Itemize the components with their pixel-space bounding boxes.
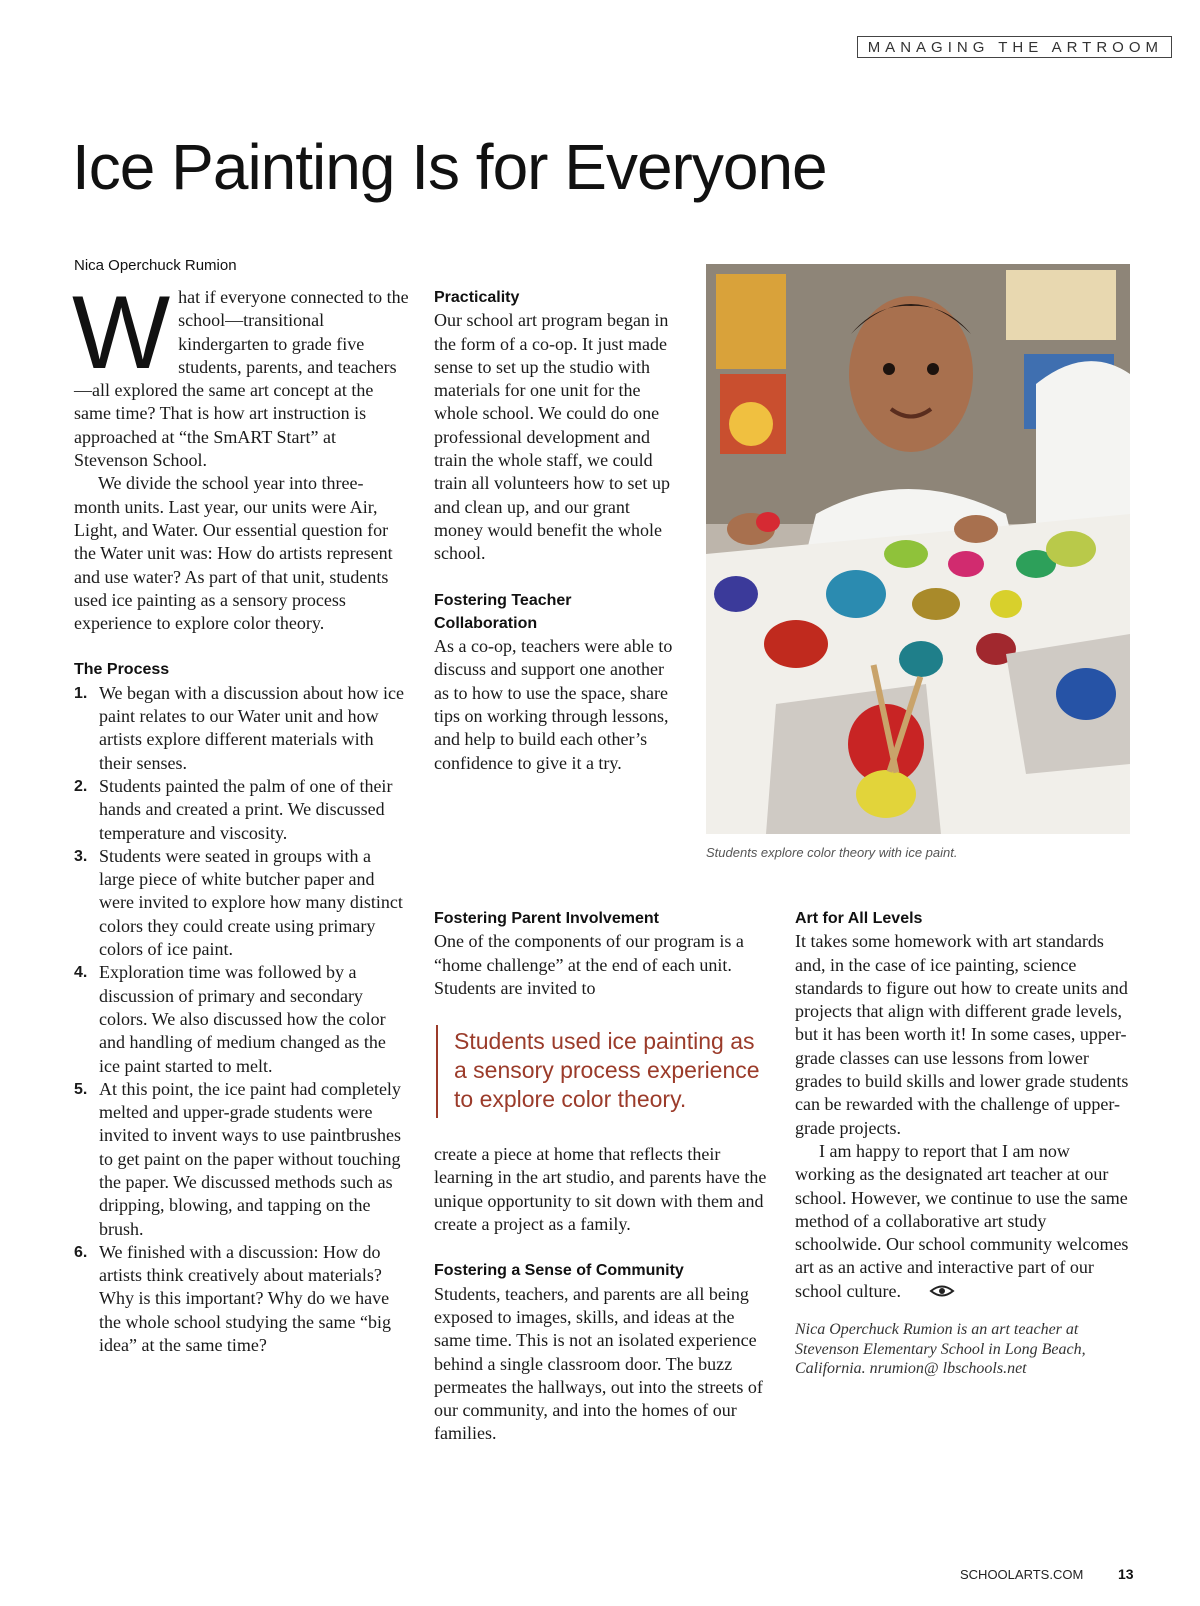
intro-paragraph <box>72 275 409 472</box>
article-title: Ice Painting Is for Everyone <box>72 131 827 203</box>
parent-text-1: One of the components of our program is a “home challenge” at the end of each unit. Students are invited to <box>434 931 744 998</box>
step-text: Students painted the palm of one of their hands and created a print. We discussed temperature and viscosity. <box>99 775 393 843</box>
classroom-photo-illustration <box>706 264 1130 834</box>
column-1 <box>72 275 409 1357</box>
parent-text-2: create a piece at home that reflects their learning in the art studio, and parents have the unique opportunity to sit down with them and create a project as a family. <box>434 1144 767 1235</box>
closing-text: I am happy to report that I am now working as the designated art teacher at our school. However, we continue to use the same method of a collaborative art study schoolwide. Our school community welcomes art as an active and interactive part of our school culture. <box>795 1140 1129 1301</box>
process-step <box>74 845 409 961</box>
process-step <box>74 1078 409 1241</box>
step-number: 1. <box>74 684 88 702</box>
step-text: At this point, the ice paint had completely melted and upper-grade students were invited to invent ways to use paintbrushes to get paint on the paper without touching the paper. We discussed methods such as dripping, blowing, and tapping on the brush. <box>99 1078 401 1239</box>
step-text: Students were seated in groups with a large piece of white butcher paper and were invited to explore how many distinct colors they could create using primary colors of ice paint. <box>99 845 403 960</box>
community-heading: Fostering a Sense of Community <box>434 1262 684 1280</box>
practicality-heading: Practicality <box>434 289 520 306</box>
pull-quote: Students used ice painting as a sensory process experience to explore color theory. <box>436 1025 769 1118</box>
photo-caption: Students explore color theory with ice paint. <box>706 845 958 860</box>
process-step <box>74 1241 409 1357</box>
footer-site: SCHOOLARTS.COM <box>960 1567 1084 1582</box>
teacher-collab-text: As a co-op, teachers were able to discuss and support one another as to how to use the space, share tips on working through lessons, and help to build each other’s confidence to give it a try. <box>434 636 673 773</box>
practicality-text: Our school art program began in the form of a co-op. It just made sense to set up the studio with materials for one unit for the whole school. We could do one professional development and train the whole staff, we could train all volunteers how to set up and clean up, and our grant money would benefit the whole school. <box>434 310 670 564</box>
step-number: 5. <box>74 1080 88 1098</box>
process-step <box>74 775 409 845</box>
byline: Nica Operchuck Rumion <box>74 257 237 274</box>
section-tag: MANAGING THE ARTROOM <box>857 36 1172 58</box>
all-levels-text: It takes some homework with art standards and, in the case of ice painting, science standards to figure out how to create units and projects that align with different grade levels, but it has been worth it! In some cases, upper-grade classes can use lessons from lower grades to build skills and lower grade students can be rewarded with the challenge of upper-grade projects. <box>795 931 1129 1138</box>
intro-paragraph-2: We divide the school year into three-month units. Last year, our units were Air, Light, and Water. Our essential question for the Water unit was: How do artists represent and use water? As part of that unit, students used ice painting as a sensory process experience to explore color theory. <box>74 473 393 634</box>
drop-cap: W <box>72 275 171 391</box>
process-steps <box>74 682 409 1358</box>
process-heading: The Process <box>74 661 170 679</box>
community-text: Students, teachers, and parents are all being exposed to images, skills, and ideas at the same time. This is not an isolated experience behind a single classroom door. The buzz permeates the hallways, out into the streets of our community, and into the homes of our families. <box>434 1283 763 1444</box>
step-number: 2. <box>74 777 88 795</box>
process-step <box>74 682 409 775</box>
author-bio: Nica Operchuck Rumion is an art teacher at Stevenson Elementary School in Long Beach, California. nrumion@ lbschools.net <box>795 1321 1086 1378</box>
column-2-upper <box>434 286 679 775</box>
column-3 <box>795 907 1130 1379</box>
teacher-collab-heading: Fostering Teacher Collaboration <box>434 591 572 632</box>
step-number: 4. <box>74 964 88 982</box>
closing-paragraph <box>795 1140 1130 1304</box>
page-number: 13 <box>1118 1566 1134 1582</box>
step-text: We finished with a discussion: How do artists think creatively about materials? Why is this important? Why do we have the whole school studying the same “big idea” at the same time? <box>99 1241 391 1356</box>
step-number: 3. <box>74 847 88 865</box>
intro-text: hat if everyone connected to the school—transitional kindergarten to grade five students, parents, and teachers—all explored the same art concept at the same time? That is how art instruction is approached at “the SmART Start” at Stevenson School. <box>74 287 409 471</box>
column-2-lower <box>434 907 769 1446</box>
parent-heading: Fostering Parent Involvement <box>434 910 659 927</box>
step-text: Exploration time was followed by a discussion of primary and secondary colors. We also discussed how the color and handling of medium changed as the ice paint started to melt. <box>99 962 386 1076</box>
all-levels-heading: Art for All Levels <box>795 910 923 927</box>
process-step <box>74 961 409 1077</box>
step-number: 6. <box>74 1243 88 1261</box>
end-mark-icon <box>905 1281 955 1304</box>
classroom-photo <box>706 264 1130 834</box>
step-text: We began with a discussion about how ice paint relates to our Water unit and how artists explore different materials with their senses. <box>99 682 404 773</box>
